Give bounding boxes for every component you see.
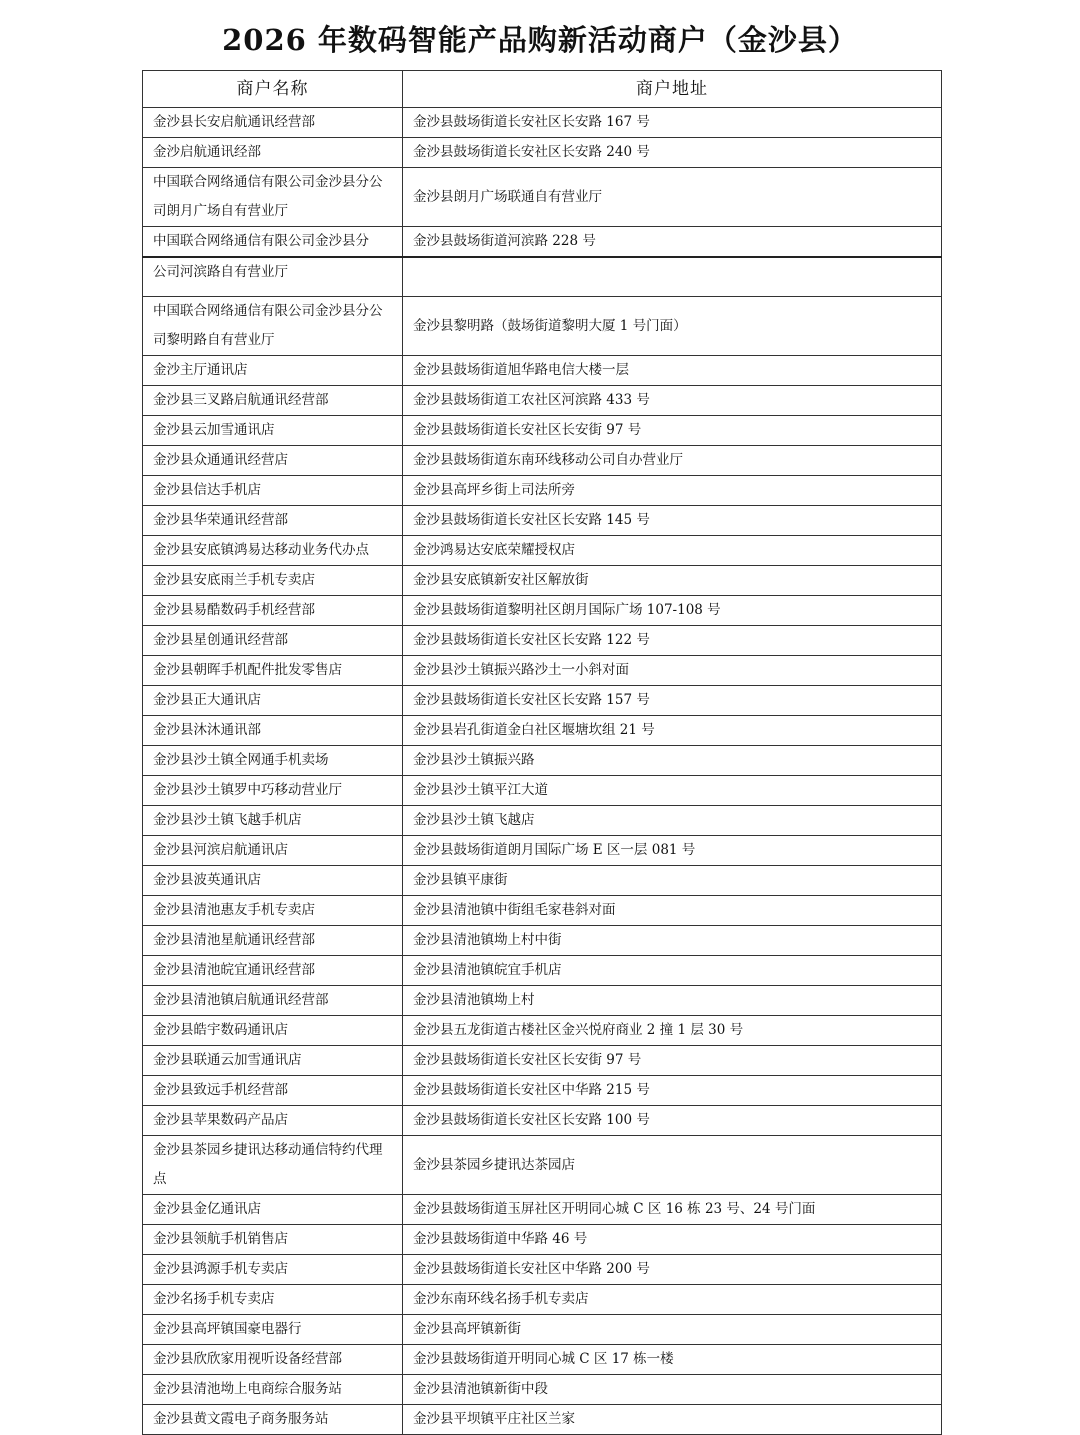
- merchant-address: 金沙县茶园乡捷讯达茶园店: [403, 1136, 942, 1195]
- merchant-name: 金沙县云加雪通讯店: [143, 416, 403, 446]
- table-row: [143, 476, 942, 506]
- merchant-name: 金沙县正大通讯店: [143, 686, 403, 716]
- table-row: [143, 1315, 942, 1345]
- merchant-address: 金沙县岩孔街道金白社区堰塘坎组 21 号: [403, 716, 942, 746]
- merchant-name: 金沙名扬手机专卖店: [143, 1285, 403, 1315]
- merchant-address: 金沙县鼓场街道东南环线移动公司自办营业厅: [403, 446, 942, 476]
- merchant-name: 金沙县长安启航通讯经营部: [143, 108, 403, 138]
- merchant-address: 金沙县鼓场街道长安社区长安路 122 号: [403, 626, 942, 656]
- table-row: [143, 986, 942, 1016]
- table-row: [143, 836, 942, 866]
- merchant-address: 金沙县鼓场街道黎明社区朗月国际广场 107-108 号: [403, 596, 942, 626]
- merchant-address: 金沙县鼓场街道玉屏社区开明同心城 C 区 16 栋 23 号、24 号门面: [403, 1195, 942, 1225]
- table-row: [143, 1285, 942, 1315]
- merchant-name: 金沙县致远手机经营部: [143, 1076, 403, 1106]
- merchant-address: 金沙县清池镇中街组毛家巷斜对面: [403, 896, 942, 926]
- merchant-name: 金沙县众通通讯经营店: [143, 446, 403, 476]
- merchant-address: 金沙县鼓场街道长安社区中华路 200 号: [403, 1255, 942, 1285]
- merchant-name: 金沙启航通讯经部: [143, 138, 403, 168]
- merchant-rows: [143, 108, 942, 1435]
- table-row: [143, 386, 942, 416]
- table-header-row: [143, 71, 942, 108]
- table-row: [143, 356, 942, 386]
- merchant-address: 金沙县清池镇新街中段: [403, 1375, 942, 1405]
- merchant-name: 金沙县清池坳上电商综合服务站: [143, 1375, 403, 1405]
- merchant-name: 金沙县河滨启航通讯店: [143, 836, 403, 866]
- merchant-address: 金沙东南环线名扬手机专卖店: [403, 1285, 942, 1315]
- header-merchant-name: 商户名称: [143, 71, 403, 108]
- merchant-address: 金沙县鼓场街道朗月国际广场 E 区一层 081 号: [403, 836, 942, 866]
- merchant-address: 金沙县鼓场街道河滨路 228 号: [403, 227, 942, 258]
- table-row: [143, 1345, 942, 1375]
- merchant-name: 中国联合网络通信有限公司金沙县分公司黎明路自有营业厅: [143, 297, 403, 356]
- merchant-name: 金沙县沙土镇全网通手机卖场: [143, 746, 403, 776]
- merchant-address: 金沙县沙土镇平江大道: [403, 776, 942, 806]
- merchant-name: 金沙县清池惠友手机专卖店: [143, 896, 403, 926]
- table-row: [143, 1225, 942, 1255]
- table-row: [143, 1046, 942, 1076]
- table-row: [143, 776, 942, 806]
- table-row: [143, 956, 942, 986]
- table-row: [143, 1195, 942, 1225]
- merchant-address: 金沙县沙土镇振兴路: [403, 746, 942, 776]
- merchant-name: 金沙县茶园乡捷讯达移动通信特约代理点: [143, 1136, 403, 1195]
- table-row: [143, 1016, 942, 1046]
- table-row: [143, 806, 942, 836]
- merchant-address: 金沙县鼓场街道中华路 46 号: [403, 1225, 942, 1255]
- merchant-name: 金沙县波英通讯店: [143, 866, 403, 896]
- merchant-address: 金沙县黎明路（鼓场街道黎明大厦 1 号门面）: [403, 297, 942, 356]
- merchant-table: [142, 70, 942, 1435]
- merchant-address: 金沙县平坝镇平庄社区兰家: [403, 1405, 942, 1435]
- merchant-name: 金沙县欣欣家用视听设备经营部: [143, 1345, 403, 1375]
- table-row: [143, 866, 942, 896]
- table-row: [143, 686, 942, 716]
- table-row: [143, 138, 942, 168]
- merchant-name: 金沙县三叉路启航通讯经营部: [143, 386, 403, 416]
- merchant-address: 金沙县高坪乡街上司法所旁: [403, 476, 942, 506]
- merchant-address: 金沙县清池镇坳上村: [403, 986, 942, 1016]
- merchant-name: 金沙县清池星航通讯经营部: [143, 926, 403, 956]
- table-row: [143, 506, 942, 536]
- table-row: [143, 1076, 942, 1106]
- merchant-address: 金沙县鼓场街道旭华路电信大楼一层: [403, 356, 942, 386]
- table-row: [143, 446, 942, 476]
- merchant-name: 金沙县联通云加雪通讯店: [143, 1046, 403, 1076]
- table-row: [143, 1405, 942, 1435]
- document-title: 2026 年数码智能产品购新活动商户（金沙县）: [222, 23, 858, 57]
- table-row: [143, 416, 942, 446]
- merchant-name: 金沙县苹果数码产品店: [143, 1106, 403, 1136]
- table-row: [143, 227, 942, 258]
- merchant-name: 金沙县易酷数码手机经营部: [143, 596, 403, 626]
- table-row: [143, 257, 942, 297]
- table-row: [143, 926, 942, 956]
- merchant-address: [403, 257, 942, 297]
- table-row: [143, 716, 942, 746]
- merchant-name: 中国联合网络通信有限公司金沙县分公司朗月广场自有营业厅: [143, 168, 403, 227]
- merchant-address: 金沙县鼓场街道长安社区长安街 97 号: [403, 416, 942, 446]
- merchant-name: 金沙县沙土镇罗中巧移动营业厅: [143, 776, 403, 806]
- merchant-address: 金沙县安底镇新安社区解放街: [403, 566, 942, 596]
- table-row: [143, 536, 942, 566]
- merchant-address: 金沙县朗月广场联通自有营业厅: [403, 168, 942, 227]
- table-row: [143, 108, 942, 138]
- table-row: [143, 168, 942, 227]
- merchant-name: 金沙县鸿源手机专卖店: [143, 1255, 403, 1285]
- table-row: [143, 1106, 942, 1136]
- table-row: [143, 1255, 942, 1285]
- merchant-name: 金沙县清池皖宜通讯经营部: [143, 956, 403, 986]
- merchant-name: 金沙县沙土镇飞越手机店: [143, 806, 403, 836]
- merchant-address: 金沙县沙土镇振兴路沙土一小斜对面: [403, 656, 942, 686]
- merchant-name: 金沙县安底镇鸿易达移动业务代办点: [143, 536, 403, 566]
- table-row: [143, 1375, 942, 1405]
- merchant-name: 金沙县领航手机销售店: [143, 1225, 403, 1255]
- merchant-address: 金沙县鼓场街道开明同心城 C 区 17 栋一楼: [403, 1345, 942, 1375]
- merchant-name: 中国联合网络通信有限公司金沙县分: [143, 227, 403, 258]
- merchant-address: 金沙鸿易达安底荣耀授权店: [403, 536, 942, 566]
- merchant-address: 金沙县鼓场街道长安社区长安路 240 号: [403, 138, 942, 168]
- merchant-name: 金沙县安底雨兰手机专卖店: [143, 566, 403, 596]
- merchant-address: 金沙县清池镇皖宜手机店: [403, 956, 942, 986]
- merchant-address: 金沙县鼓场街道长安社区长安路 145 号: [403, 506, 942, 536]
- merchant-name: 金沙县高坪镇国豪电器行: [143, 1315, 403, 1345]
- merchant-address: 金沙县鼓场街道长安社区长安路 157 号: [403, 686, 942, 716]
- merchant-name: 金沙县华荣通讯经营部: [143, 506, 403, 536]
- table-row: [143, 297, 942, 356]
- merchant-address: 金沙县五龙街道古楼社区金兴悦府商业 2 撞 1 层 30 号: [403, 1016, 942, 1046]
- table-row: [143, 1136, 942, 1195]
- merchant-address: 金沙县高坪镇新街: [403, 1315, 942, 1345]
- merchant-address: 金沙县鼓场街道长安社区长安街 97 号: [403, 1046, 942, 1076]
- merchant-name: 金沙县清池镇启航通讯经营部: [143, 986, 403, 1016]
- merchant-name: 金沙县信达手机店: [143, 476, 403, 506]
- merchant-name: 金沙县朝晖手机配件批发零售店: [143, 656, 403, 686]
- table-row: [143, 596, 942, 626]
- merchant-name: 金沙县星创通讯经营部: [143, 626, 403, 656]
- table-row: [143, 896, 942, 926]
- merchant-address: 金沙县鼓场街道工农社区河滨路 433 号: [403, 386, 942, 416]
- merchant-address: 金沙县沙土镇飞越店: [403, 806, 942, 836]
- merchant-name: 金沙县黄文霞电子商务服务站: [143, 1405, 403, 1435]
- table-row: [143, 626, 942, 656]
- table-row: [143, 656, 942, 686]
- merchant-name: 公司河滨路自有营业厅: [143, 257, 403, 297]
- merchant-address: 金沙县鼓场街道长安社区长安路 100 号: [403, 1106, 942, 1136]
- merchant-name: 金沙县沐沐通讯部: [143, 716, 403, 746]
- table-row: [143, 566, 942, 596]
- merchant-address: 金沙县清池镇坳上村中街: [403, 926, 942, 956]
- merchant-name: 金沙县金亿通讯店: [143, 1195, 403, 1225]
- table-row: [143, 746, 942, 776]
- merchant-name: 金沙县皓宇数码通讯店: [143, 1016, 403, 1046]
- header-merchant-address: 商户地址: [403, 71, 942, 108]
- merchant-address: 金沙县鼓场街道长安社区长安路 167 号: [403, 108, 942, 138]
- merchant-name: 金沙主厅通讯店: [143, 356, 403, 386]
- merchant-address: 金沙县镇平康街: [403, 866, 942, 896]
- merchant-address: 金沙县鼓场街道长安社区中华路 215 号: [403, 1076, 942, 1106]
